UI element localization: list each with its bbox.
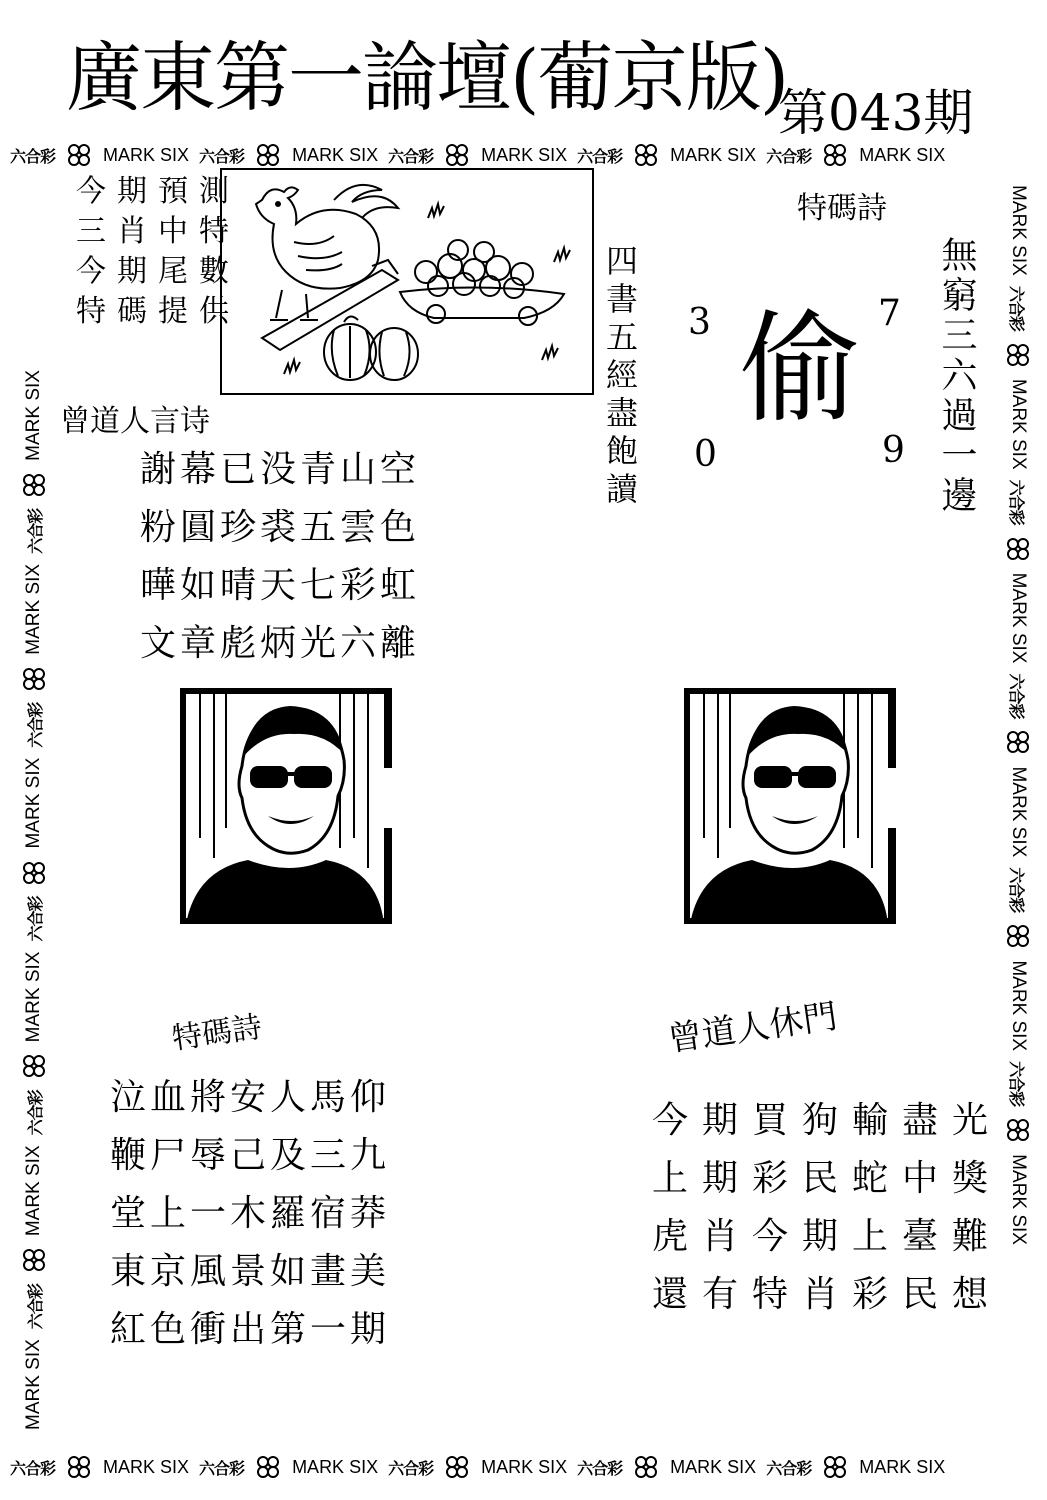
brand-english: MARK SIX — [859, 1456, 946, 1477]
brand-chinese: 六合彩 — [1007, 479, 1027, 525]
number-bottom-right: 9 — [882, 430, 905, 471]
brand-chinese: 六合彩 — [10, 146, 56, 166]
intro-line: 今期預測 — [76, 174, 240, 209]
brand-chinese: 六合彩 — [388, 1458, 434, 1478]
brand-chinese: 六合彩 — [1007, 1061, 1027, 1107]
tema-poem-top-heading: 特碼詩 — [797, 191, 887, 226]
clover-icon — [632, 1455, 660, 1479]
brand-chinese: 六合彩 — [766, 146, 812, 166]
brand-chinese: 六合彩 — [25, 702, 45, 748]
intro-line: 特碼提供 — [76, 294, 240, 329]
brand-english: MARK SIX — [670, 144, 757, 165]
poem-line: 泣血將安人馬仰 — [110, 1077, 391, 1118]
poem-line: 文章彪炳光六離 — [140, 623, 421, 664]
poem-line: 鞭尸辱己及三九 — [110, 1135, 391, 1176]
clover-icon — [443, 1455, 471, 1479]
clover-icon — [254, 143, 282, 167]
brand-english: MARK SIX — [481, 1456, 568, 1477]
brand-english: MARK SIX — [670, 1456, 757, 1477]
clover-icon — [821, 1455, 849, 1479]
brand-chinese: 六合彩 — [25, 508, 45, 554]
clover-icon — [22, 859, 46, 887]
clover-icon — [22, 665, 46, 693]
fruit-basket-icon — [400, 240, 564, 325]
brand-chinese: 六合彩 — [577, 146, 623, 166]
clover-icon — [1006, 535, 1030, 563]
zengdao-xiumen-heading: 曾道人休門 — [665, 996, 840, 1060]
brand-english: MARK SIX — [23, 1339, 44, 1430]
four-books-vertical: 四書五經盡飽讀 — [601, 244, 639, 510]
clover-icon — [443, 143, 471, 167]
brand-chinese: 六合彩 — [10, 1458, 56, 1478]
watermelon-icon — [324, 316, 418, 380]
brand-english: MARK SIX — [23, 563, 44, 655]
number-top-right: 7 — [878, 293, 901, 334]
intro-line: 三肖中特 — [76, 214, 240, 249]
key-character: 偷 — [740, 300, 860, 439]
brand-english: MARK SIX — [292, 1456, 379, 1477]
poem-line: 堂上一木羅宿莽 — [110, 1193, 391, 1234]
intro-line: 今期尾數 — [76, 254, 240, 289]
clover-icon — [22, 471, 46, 499]
brand-chinese: 六合彩 — [766, 1458, 812, 1478]
brand-english: MARK SIX — [1008, 185, 1029, 276]
xiumen-line: 上期彩民蛇中獎 — [652, 1158, 1003, 1199]
brand-english: MARK SIX — [859, 144, 946, 165]
brand-english: MARK SIX — [23, 370, 44, 461]
clover-icon — [632, 143, 660, 167]
poem-line: 紅色衝出第一期 — [110, 1309, 391, 1350]
poem-line: 東京風景如畫美 — [110, 1251, 391, 1292]
clover-icon — [65, 143, 93, 167]
poem-line: 謝幕已没青山空 — [140, 449, 421, 490]
illustration-drawing — [222, 170, 592, 393]
clover-icon — [821, 143, 849, 167]
prediction-intro-list — [76, 172, 240, 332]
clover-icon — [1006, 728, 1030, 756]
rooster-icon — [256, 185, 398, 320]
poem-line: 曄如晴天七彩虹 — [140, 565, 421, 606]
brand-chinese: 六合彩 — [1007, 285, 1027, 331]
brand-chinese: 六合彩 — [388, 146, 434, 166]
brand-chinese: 六合彩 — [1007, 867, 1027, 913]
brand-strip-left — [22, 370, 46, 1430]
brand-strip-right — [1006, 185, 1030, 1245]
brand-english: MARK SIX — [103, 1456, 190, 1477]
poem-line: 粉圓珍裘五雲色 — [140, 507, 421, 548]
clover-icon — [254, 1455, 282, 1479]
brand-english: MARK SIX — [23, 951, 44, 1043]
clover-icon — [22, 1246, 46, 1274]
tema-poem-bottom-heading: 特碼詩 — [170, 1009, 265, 1057]
brand-english: MARK SIX — [1008, 378, 1029, 470]
brand-english: MARK SIX — [1008, 1154, 1029, 1245]
xiumen-line: 虎肖今期上臺難 — [652, 1216, 1003, 1257]
illustration-box — [220, 168, 594, 395]
brand-english: MARK SIX — [1008, 960, 1029, 1052]
clover-icon — [22, 1052, 46, 1080]
brand-english: MARK SIX — [1008, 572, 1029, 664]
clover-icon — [65, 1455, 93, 1479]
xiumen-line: 今期買狗輸盡光 — [652, 1100, 1003, 1141]
brand-strip-bottom — [10, 1455, 945, 1479]
brand-english: MARK SIX — [481, 144, 568, 165]
number-top-left: 3 — [688, 302, 711, 343]
zengdao-poem — [140, 449, 421, 664]
brand-chinese: 六合彩 — [25, 896, 45, 942]
tema-poem-top-line: 無窮三六過一邊 — [936, 236, 977, 516]
xiumen-line: 還有特肖彩民想 — [652, 1274, 1003, 1315]
brand-chinese: 六合彩 — [25, 1090, 45, 1136]
brand-chinese: 六合彩 — [577, 1458, 623, 1478]
zengdao-poem-heading: 曾道人言诗 — [60, 404, 210, 439]
brand-english: MARK SIX — [103, 144, 190, 165]
masthead-title: 廣東第一論壇(葡京版) — [66, 33, 788, 122]
brand-chinese: 六合彩 — [1007, 673, 1027, 719]
brand-english: MARK SIX — [23, 757, 44, 849]
portrait-photo-right — [684, 688, 896, 924]
brand-english: MARK SIX — [292, 144, 379, 165]
portrait-photo-left — [180, 688, 392, 924]
zengdao-xiumen-lines — [652, 1092, 1002, 1324]
brand-english: MARK SIX — [23, 1145, 44, 1237]
brand-strip-top — [10, 143, 945, 167]
brand-chinese: 六合彩 — [199, 146, 245, 166]
clover-icon — [1006, 341, 1030, 369]
issue-number: 第043期 — [778, 84, 974, 142]
tema-poem-bottom — [110, 1077, 391, 1350]
brand-chinese: 六合彩 — [25, 1284, 45, 1330]
clover-icon — [1006, 922, 1030, 950]
brand-chinese: 六合彩 — [199, 1458, 245, 1478]
clover-icon — [1006, 1116, 1030, 1144]
brand-english: MARK SIX — [1008, 766, 1029, 858]
number-bottom-left: 0 — [694, 434, 717, 475]
